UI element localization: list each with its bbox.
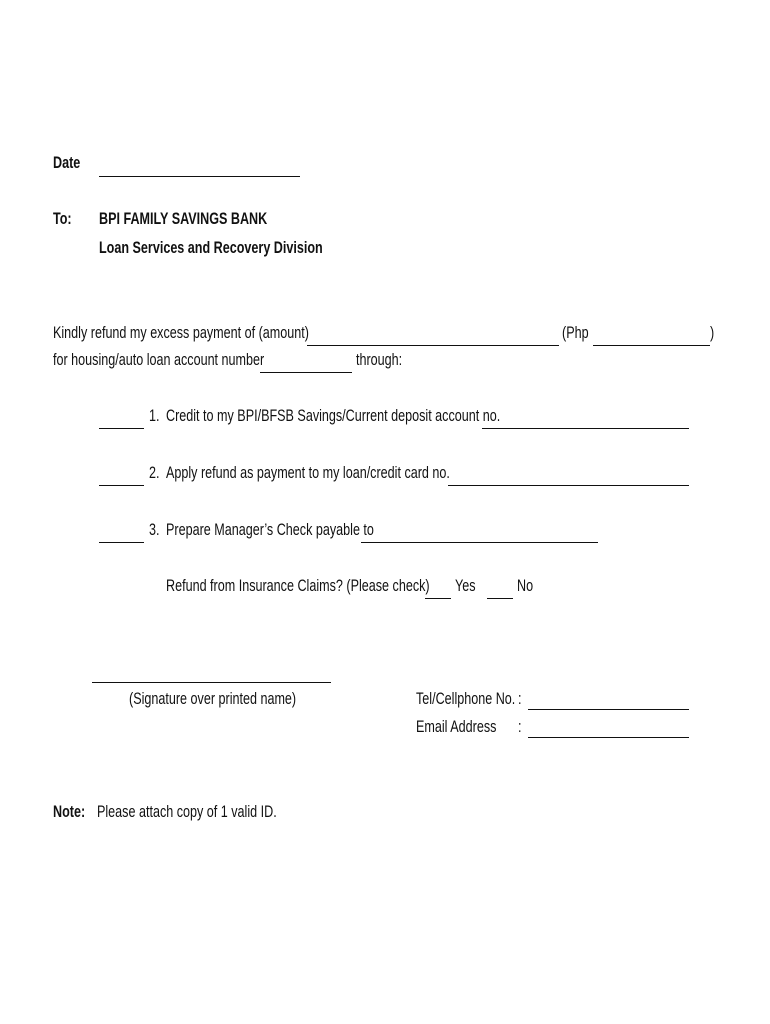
- signature-field[interactable]: [92, 662, 331, 683]
- option-1-label: Credit to my BPI/BFSB Savings/Current deposit account no.: [166, 406, 501, 425]
- insurance-question: Refund from Insurance Claims? (Please check): [166, 576, 430, 595]
- option-3-number: 3.: [149, 520, 160, 539]
- option-2-check-field[interactable]: [99, 465, 144, 486]
- email-colon: :: [518, 717, 522, 736]
- insurance-yes-check[interactable]: [425, 578, 451, 599]
- php-amount-field[interactable]: [593, 325, 710, 346]
- to-label: To:: [53, 209, 72, 228]
- option-2-number: 2.: [149, 463, 160, 482]
- account-number-label: for housing/auto loan account number: [53, 350, 265, 369]
- php-open-label: (Php: [562, 323, 589, 342]
- tel-field[interactable]: [528, 689, 689, 710]
- deposit-account-field[interactable]: [482, 408, 689, 429]
- tel-colon: :: [518, 689, 522, 708]
- insurance-yes-label: Yes: [455, 576, 476, 595]
- option-3-check-field[interactable]: [99, 522, 144, 543]
- division-name: Loan Services and Recovery Division: [99, 238, 323, 257]
- php-close-label: ): [710, 323, 715, 342]
- option-1-number: 1.: [149, 406, 160, 425]
- refund-amount-field[interactable]: [307, 325, 559, 346]
- refund-amount-label: Kindly refund my excess payment of (amount): [53, 323, 309, 342]
- account-number-field[interactable]: [260, 352, 352, 373]
- email-label: Email Address: [416, 717, 497, 736]
- email-field[interactable]: [528, 717, 689, 738]
- option-2-label: Apply refund as payment to my loan/credit card no.: [166, 463, 450, 482]
- tel-label: Tel/Cellphone No.: [416, 689, 516, 708]
- payee-field[interactable]: [361, 522, 598, 543]
- date-label: Date: [53, 153, 81, 172]
- bank-name: BPI FAMILY SAVINGS BANK: [99, 209, 268, 228]
- loan-card-number-field[interactable]: [448, 465, 689, 486]
- note-text: Please attach copy of 1 valid ID.: [97, 802, 277, 821]
- date-field[interactable]: [99, 156, 300, 177]
- option-3-label: Prepare Manager’s Check payable to: [166, 520, 374, 539]
- through-label: through:: [356, 350, 403, 369]
- signature-label: (Signature over printed name): [129, 689, 297, 708]
- insurance-no-check[interactable]: [487, 578, 513, 599]
- insurance-no-label: No: [517, 576, 534, 595]
- option-1-check-field[interactable]: [99, 408, 144, 429]
- note-label: Note:: [53, 802, 86, 821]
